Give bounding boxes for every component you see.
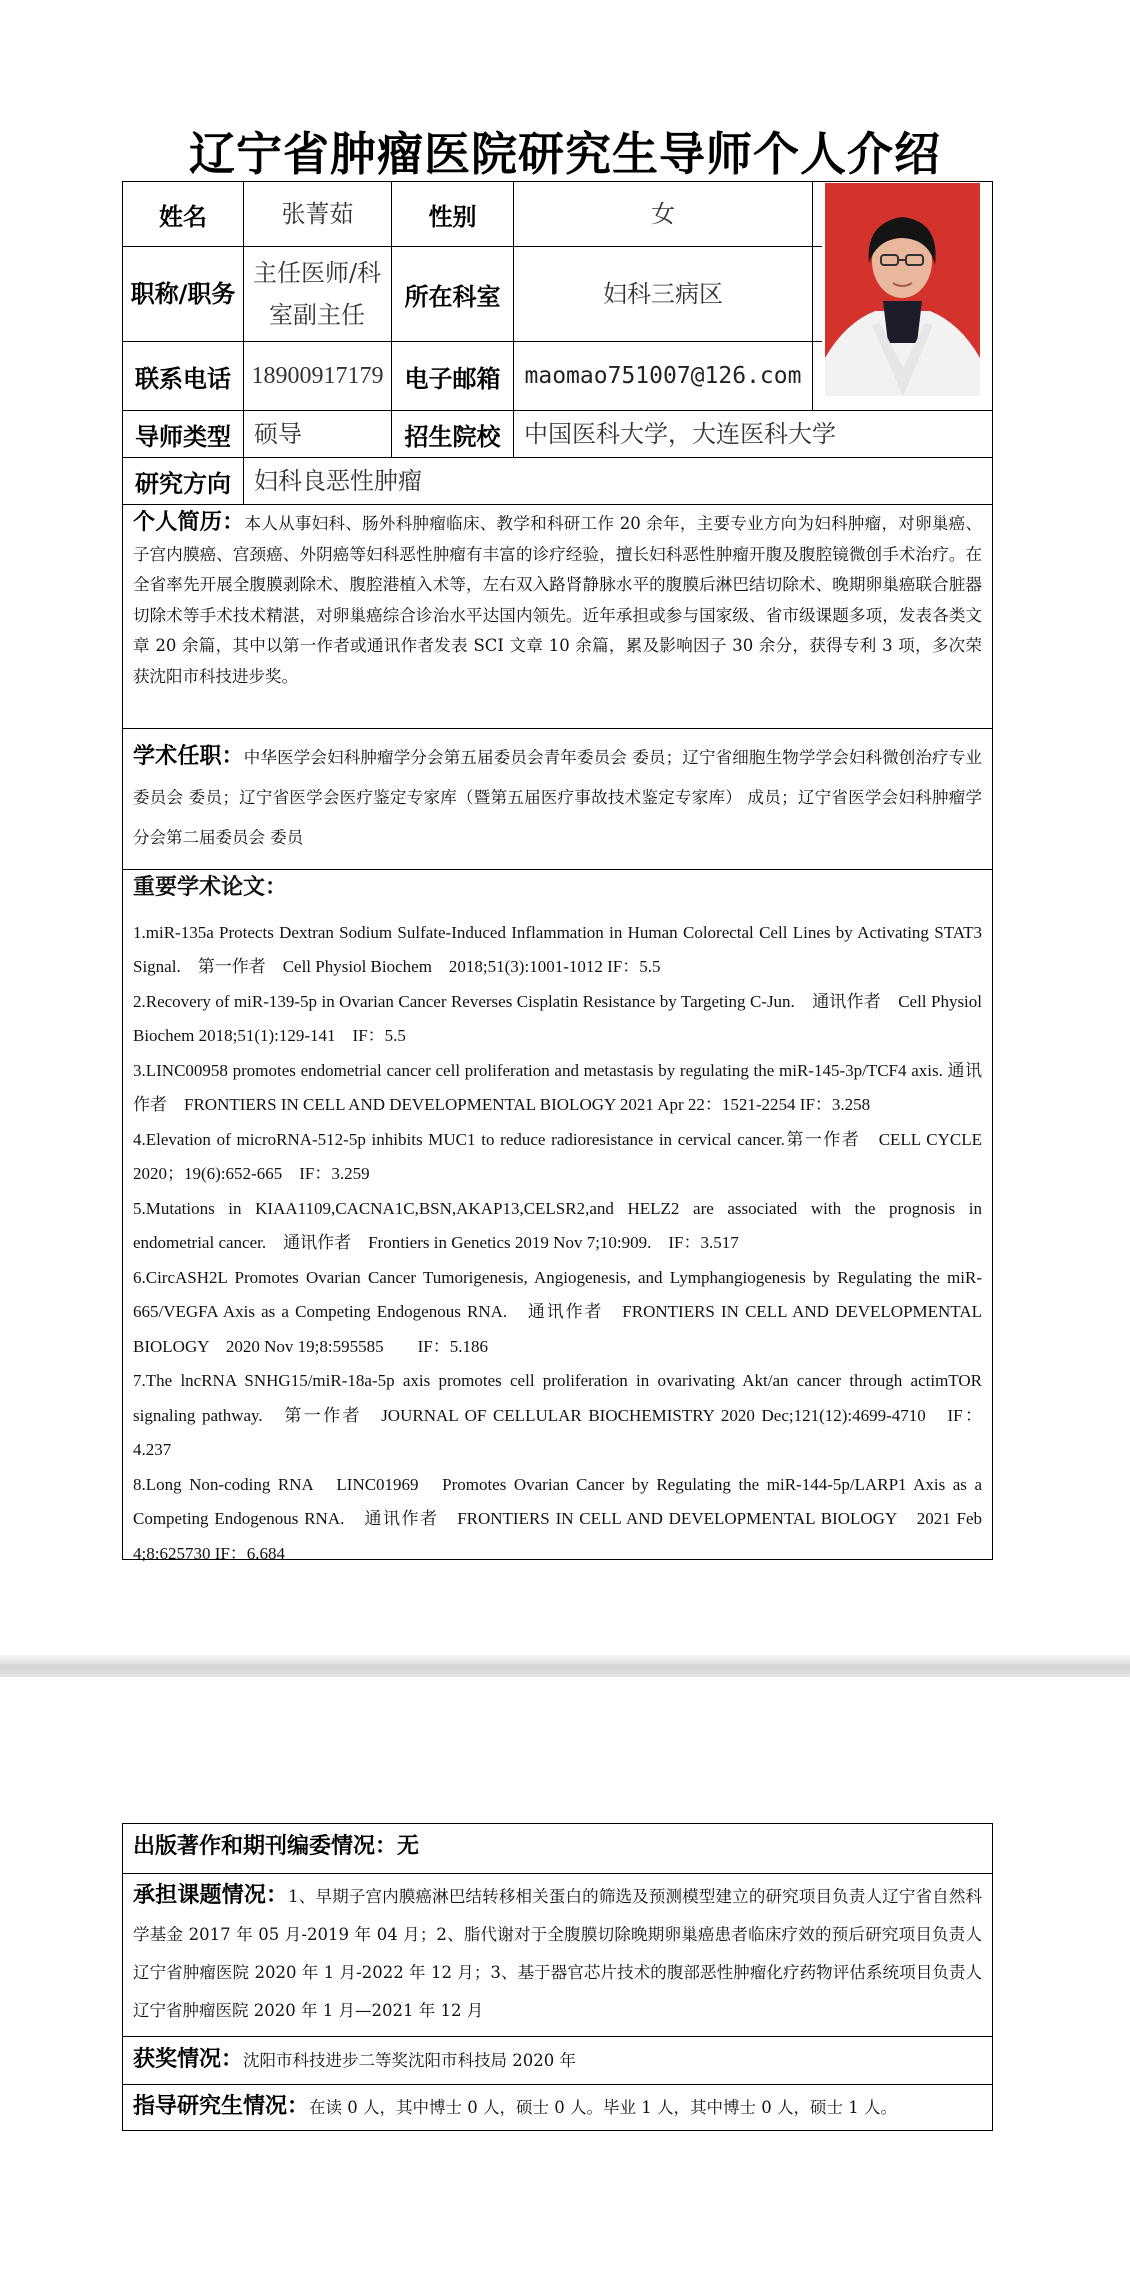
supervisor-type-value: 硕导 <box>254 420 302 448</box>
bio-heading: 个人简历： <box>133 510 245 535</box>
papers-section <box>123 873 999 1571</box>
projects-heading: 承担课题情况： <box>133 1883 289 1908</box>
projects-section <box>123 1877 992 2030</box>
page-title: 辽宁省肿瘤医院研究生导师个人介绍 <box>189 127 941 181</box>
email-label: 电子邮箱 <box>404 364 501 393</box>
portrait-photo <box>825 183 980 396</box>
students-heading: 指导研究生情况： <box>133 2094 310 2119</box>
gender-value: 女 <box>651 200 675 228</box>
dept-value: 妇科三病区 <box>603 280 723 308</box>
supervisor-type-label: 导师类型 <box>135 422 231 451</box>
awards-heading: 获奖情况： <box>133 2047 244 2072</box>
email-value: maomao751007@126.com <box>524 363 802 389</box>
paper-item: 7.The lncRNA SNHG15/miR-18a-5p axis promotes cell proliferation in ovarivating Akt/an cancer through actimTOR signaling pathway. 第一作者 JOURNAL OF CELLULAR BIOCHEMISTRY 2020 Dec;121(12):4699-4710 IF：4.237 <box>133 1371 982 1459</box>
person-photo-icon <box>825 183 980 396</box>
paper-item: 3.LINC00958 promotes endometrial cancer cell proliferation and metastasis by regulating the miR-145-3p/TCF4 axis. 通讯作者 FRONTIERS IN CELL AND DEVELOPMENTAL BIOLOGY 2021 Apr 22：1521-2254 IF：3.258 <box>133 1060 982 1114</box>
name-value: 张菁茹 <box>281 200 354 228</box>
research-value: 妇科良恶性肿瘤 <box>254 467 422 495</box>
paper-item: 6.CircASH2L Promotes Ovarian Cancer Tumorigenesis, Angiogenesis, and Lymphangiogenesis by Regulating the miR-665/VEGFA Axis as a Competing Endogenous RNA. 通讯作者 FRONTIERS IN CELL AND DEVELOPMENTAL BIOLOGY 2020 Nov 19;8:595585 IF：5.186 <box>133 1267 982 1356</box>
publications-text: 无 <box>397 1834 420 1859</box>
paper-item: 5.Mutations in KIAA1109,CACNA1C,BSN,AKAP13,CELSR2,and HELZ2 are associated with the prognosis in endometrial cancer. 通讯作者 Frontiers in Genetics 2019 Nov 7;10:909. IF：3.517 <box>133 1198 982 1252</box>
phone-value: 18900917179 <box>251 363 384 389</box>
school-label: 招生院校 <box>404 422 501 451</box>
bio-text: 本人从事妇科、肠外科肿瘤临床、教学和科研工作 20 余年，主要专业方向为妇科肿瘤，对卵巢癌、子宫内膜癌、宫颈癌、外阴癌等妇科恶性肿瘤有丰富的诊疗经验，擅长妇科恶性肿瘤开腹及腹腔镜微创手术治疗。在全省率先开展全腹膜剥除术、腹腔港植入术等，左右双入路肾静脉水平的腹膜后淋巴结切除术、晚期卵巢癌联合脏器切除术等手术技术精湛，对卵巢癌综合诊治水平达国内领先。近年承担或参与国家级、省市级课题多项，发表各类文章 20 余篇，其中以第一作者或通讯作者发表 SCI 文章 10 余篇，累及影响因子 30 余分，获得专利 3 项，多次荣获沈阳市科技进步奖。 <box>133 514 982 686</box>
academic-heading: 学术任职： <box>133 744 244 769</box>
school-value: 中国医科大学，大连医科大学 <box>524 420 836 448</box>
name-label: 姓名 <box>159 202 207 231</box>
paper-item: 8.Long Non-coding RNA LINC01969 Promotes Ovarian Cancer by Regulating the miR-144-5p/LARP1 Axis as a Competing Endogenous RNA. 通讯作者 FRONTIERS IN CELL AND DEVELOPMENTAL BIOLOGY 2021 Feb 4;8:625730 IF：6.684 <box>133 1474 982 1563</box>
phone-label: 联系电话 <box>135 364 231 393</box>
students-section <box>123 2092 992 2124</box>
academic-section <box>123 737 992 858</box>
awards-section <box>123 2045 992 2077</box>
title-label: 职称/职务 <box>130 280 236 308</box>
publications-heading: 出版著作和期刊编委情况： <box>133 1834 398 1859</box>
papers-heading: 重要学术论文： <box>133 875 288 900</box>
students-text: 在读 0 人，其中博士 0 人，硕士 0 人。毕业 1 人，其中博士 0 人，硕士 1 人。 <box>309 2098 897 2117</box>
publications-section <box>123 1832 992 1864</box>
paper-item: 4.Elevation of microRNA-512-5p inhibits MUC1 to reduce radioresistance in cervical cancer.第一作者 CELL CYCLE 2020；19(6):652-665 IF：3.259 <box>133 1129 999 1183</box>
page-break <box>0 1655 1130 1677</box>
research-label: 研究方向 <box>135 469 231 498</box>
bio-section <box>123 506 992 692</box>
gender-label: 性别 <box>428 202 477 231</box>
paper-item: 2.Recovery of miR-139-5p in Ovarian Cancer Reverses Cisplatin Resistance by Targeting C-Jun. 通讯作者 Cell Physiol Biochem 2018;51(1):129-141 IF：5.5 <box>133 991 982 1045</box>
paper-item: 1.miR-135a Protects Dextran Sodium Sulfate-Induced Inflammation in Human Colorectal Cell Lines by Activating STAT3 Signal. 第一作者 Cell Physiol Biochem 2018;51(3):1001-1012 IF：5.5 <box>133 922 982 976</box>
dept-label: 所在科室 <box>404 282 501 311</box>
awards-text: 沈阳市科技进步二等奖沈阳市科技局 2020 年 <box>243 2051 576 2070</box>
academic-text: 中华医学会妇科肿瘤学分会第五届委员会青年委员会 委员；辽宁省细胞生物学学会妇科微创治疗专业委员会 委员；辽宁省医学会医疗鉴定专家库（暨第五届医疗事故技术鉴定专家库） 成员；辽宁省医学会妇科肿瘤学分会第二届委员会 委员 <box>133 748 982 847</box>
projects-text: 1、早期子宫内膜癌淋巴结转移相关蛋白的筛选及预测模型建立的研究项目负责人辽宁省自然科学基金 2017 年 05 月-2019 年 04 月；2、脂代谢对于全腹膜切除晚期卵巢癌患者临床疗效的预后研究项目负责人辽宁省肿瘤医院 2020 年 1 月-2022 年 12 月；3、基于器官芯片技术的腹部恶性肿瘤化疗药物评估系统项目负责人辽宁省肿瘤医院 2020 年 1 月—2021 年 12 月 <box>133 1887 982 2020</box>
title-value: 主任医师/科室副主任 <box>252 259 382 329</box>
